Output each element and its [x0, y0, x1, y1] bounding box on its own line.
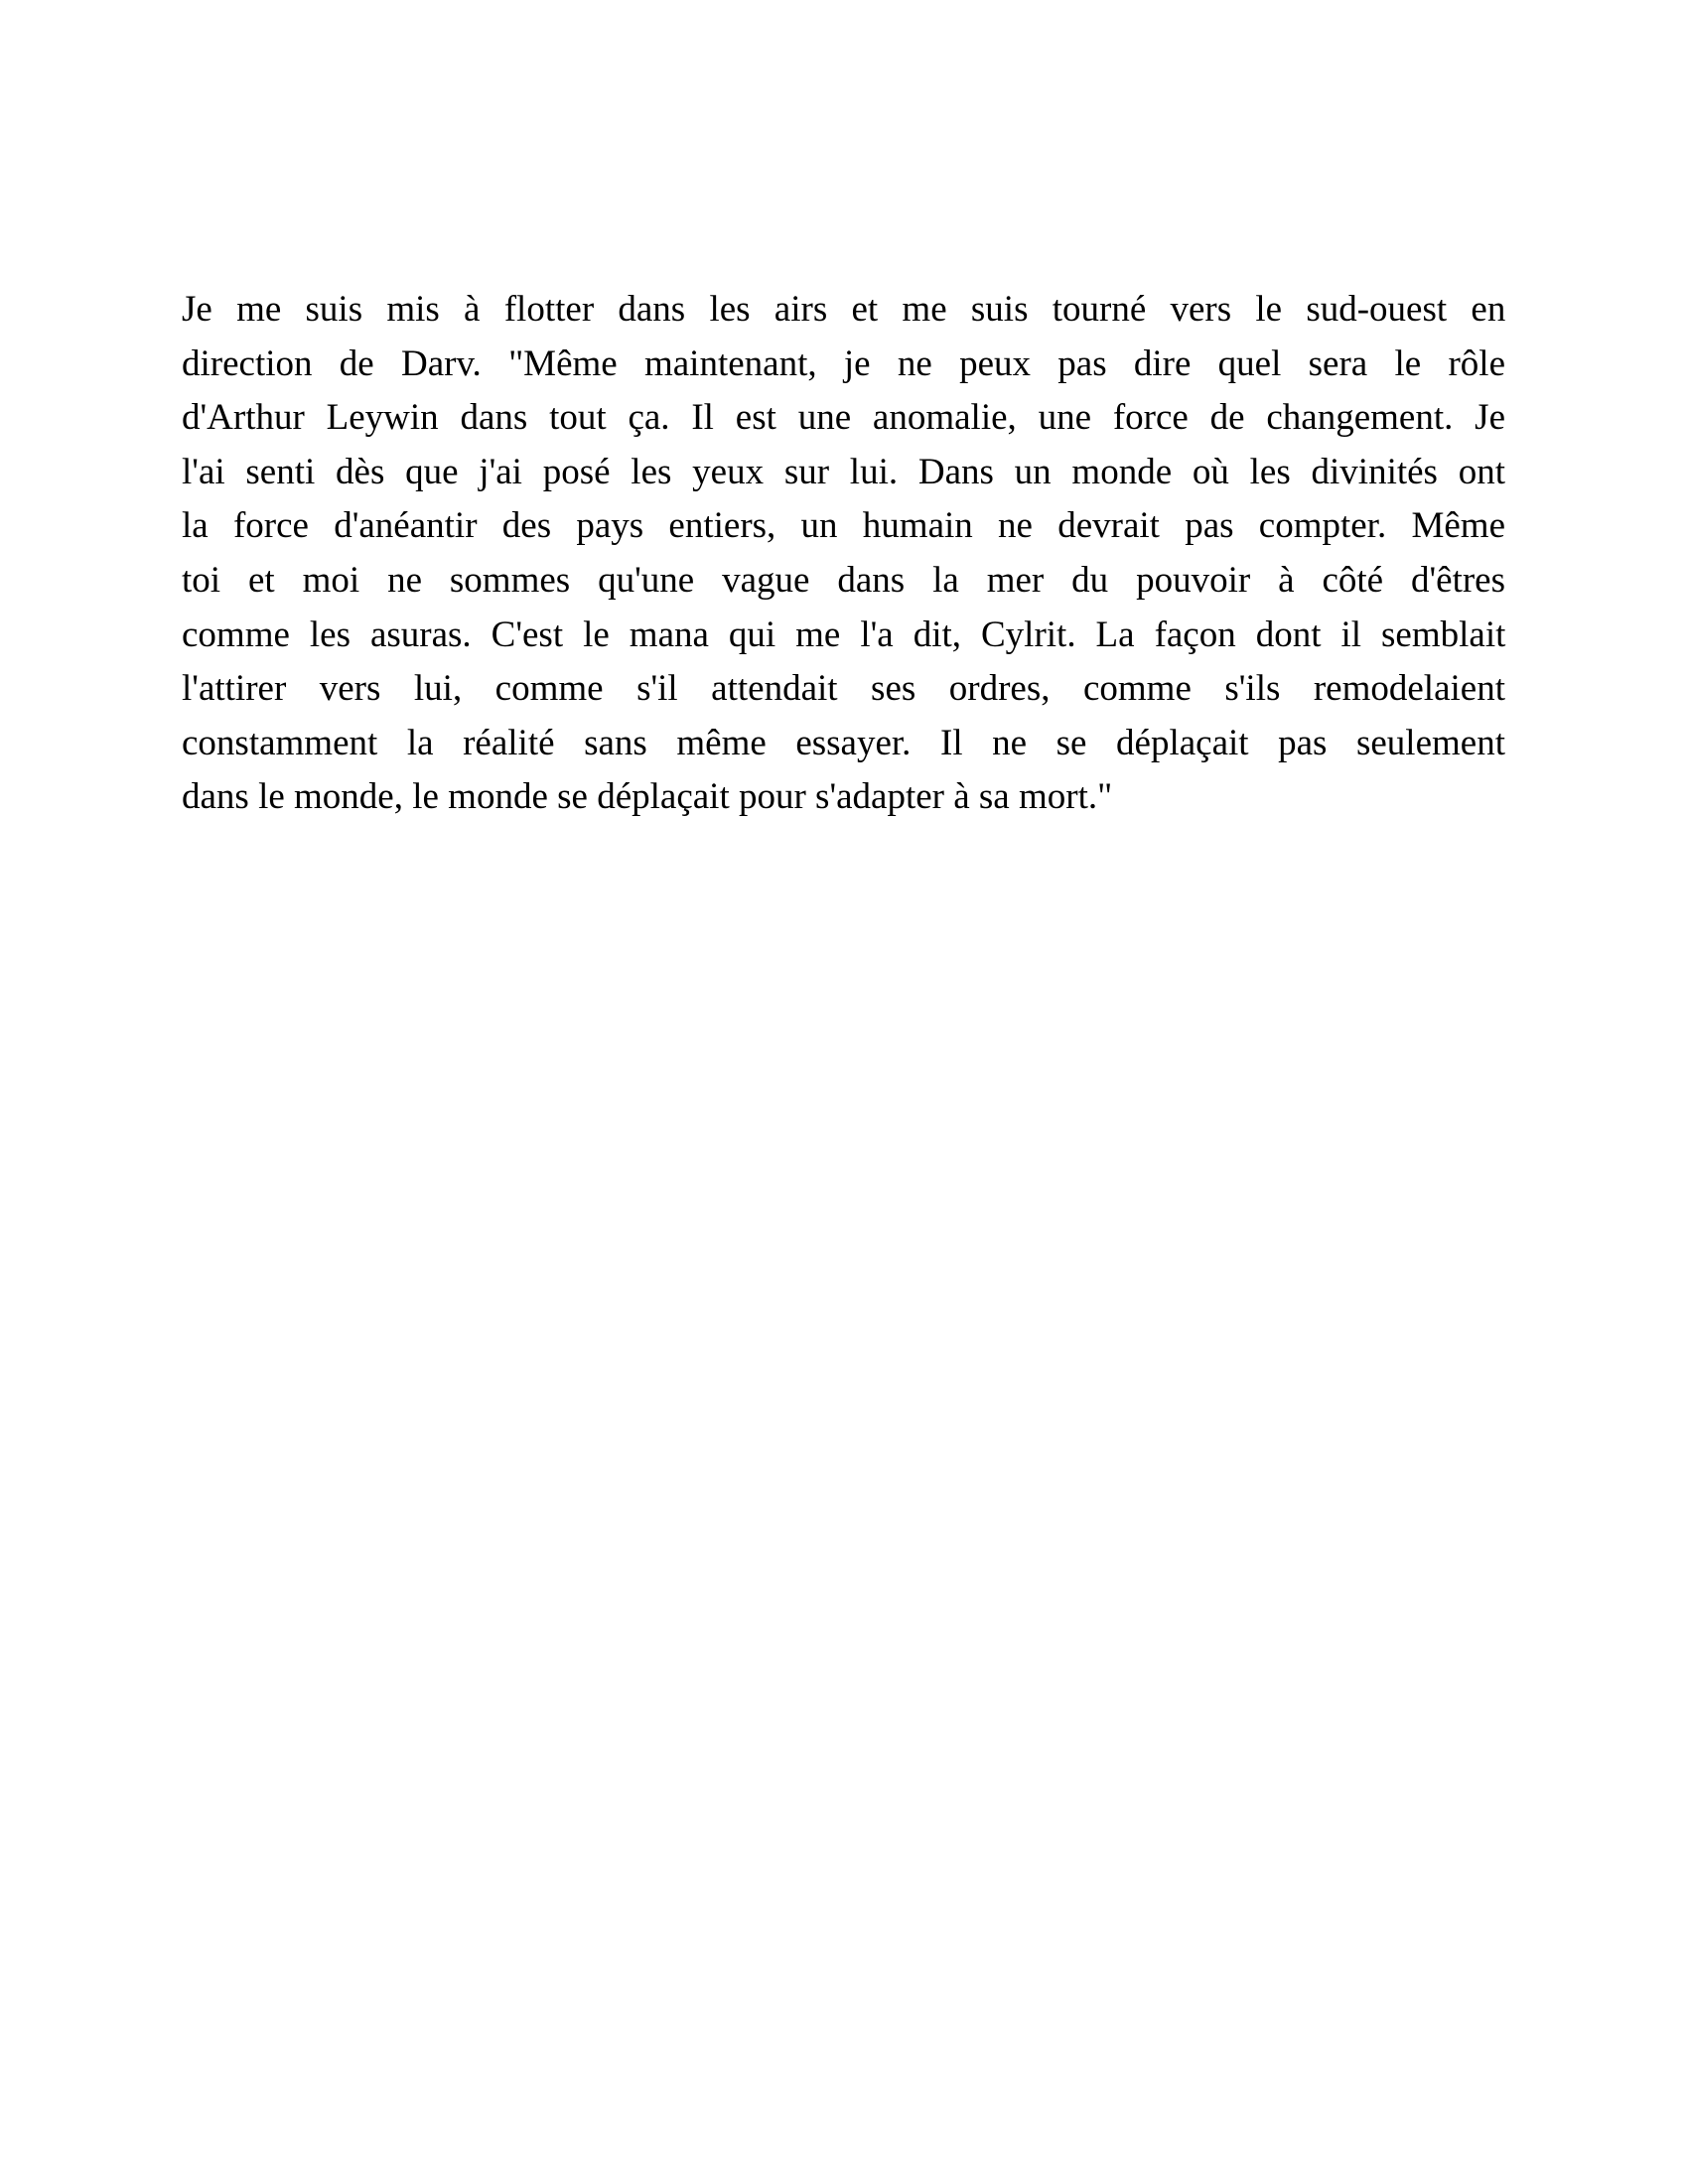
paragraph-line: d'Arthur Leywin dans tout ça. Il est une anomalie, une force de changement. Je — [182, 397, 1505, 439]
paragraph-line: l'ai senti dès que j'ai posé les yeux sur lui. Dans un monde où les divinités ont — [182, 451, 1505, 492]
paragraph-line: la force d'anéantir des pays entiers, un humain ne devrait pas compter. Même — [182, 505, 1505, 547]
paragraph-line: toi et moi ne sommes qu'une vague dans la mer du pouvoir à côté d'êtres — [182, 559, 1505, 601]
paragraph-line: comme les asuras. C'est le mana qui me l'a dit, Cylrit. La façon dont il semblait — [182, 614, 1506, 655]
paragraph-line: Je me suis mis à flotter dans les airs et me suis tourné vers le sud-ouest en — [182, 289, 1506, 330]
paragraph-line: direction de Darv. "Même maintenant, je ne peux pas dire quel sera le rôle — [182, 342, 1505, 384]
body-paragraph — [182, 283, 1505, 825]
paragraph-line: constamment la réalité sans même essayer. Il ne se déplaçait pas seulement — [182, 722, 1505, 763]
paragraph-line: l'attirer vers lui, comme s'il attendait ses ordres, comme s'ils remodelaient — [182, 668, 1505, 710]
paragraph-line-last: dans le monde, le monde se déplaçait pour s'adapter à sa mort." — [182, 776, 1113, 818]
